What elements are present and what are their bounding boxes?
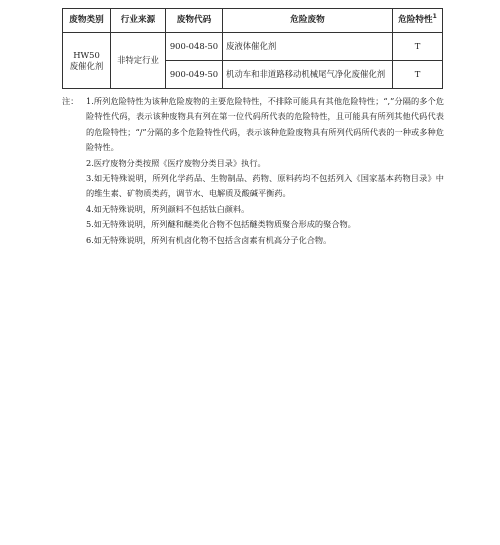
notes-prefix: 注： [62, 96, 79, 106]
note-text: 2.医疗废物分类按照《医疗废物分类目录》执行。 [86, 157, 266, 168]
note-text: 1.所列危险特性为该种危险废物的主要危险特性，不排除可能具有其他危险特性；“,”分隔的多个危险特性代码，表示该种废物具有列在第一位代码所代表的危险特性，且可能具有所列其他代码代表的危险特性；“/”分隔的多个危险特性代码，表示该种危险废物具有所列代码所代表的一种或多种危险特性。 [86, 96, 444, 153]
table-row [63, 33, 443, 61]
header-property-footnote-marker: 1 [432, 13, 437, 21]
note-item [62, 233, 444, 248]
note-text: 4.如无特殊说明，所列颜料不包括钛白颜料。 [86, 203, 250, 214]
note-text: 6.如无特殊说明，所列有机卤化物不包括含卤素有机高分子化合物。 [86, 234, 332, 245]
waste-code-cell: 900-048-50 [166, 33, 223, 61]
note-text: 5.如无特殊说明，所列醚和醚类化合物不包括醚类物质聚合形成的聚合物。 [86, 219, 356, 230]
waste-code-cell: 900-049-50 [166, 61, 223, 89]
category-code: HW50 [73, 49, 100, 60]
notes-section [62, 94, 444, 248]
property-cell: T [393, 61, 443, 89]
waste-name-cell: 机动车和非道路移动机械尾气净化废催化剂 [223, 61, 393, 89]
waste-name-cell: 废液体催化剂 [223, 33, 393, 61]
note-item [62, 202, 444, 217]
property-cell: T [393, 33, 443, 61]
header-waste: 危险废物 [223, 9, 393, 33]
note-item [62, 171, 444, 202]
header-category: 废物类别 [63, 9, 111, 33]
header-property [393, 9, 443, 33]
note-item [62, 94, 444, 156]
category-name: 废催化剂 [69, 60, 104, 71]
table-header-row [63, 9, 443, 33]
industry-cell: 非特定行业 [111, 33, 166, 89]
note-item [62, 156, 444, 171]
header-industry: 行业来源 [111, 9, 166, 33]
note-item [62, 217, 444, 232]
header-code: 废物代码 [166, 9, 223, 33]
category-cell [63, 33, 111, 89]
header-property-label: 危险特性 [398, 15, 433, 25]
hazardous-waste-table [62, 8, 443, 89]
note-text: 3.如无特殊说明，所列化学药品、生物制品、药物、原料药均不包括列入《国家基本药物目录》中的维生素、矿物质类药，调节水、电解质及酸碱平衡药。 [86, 173, 444, 199]
